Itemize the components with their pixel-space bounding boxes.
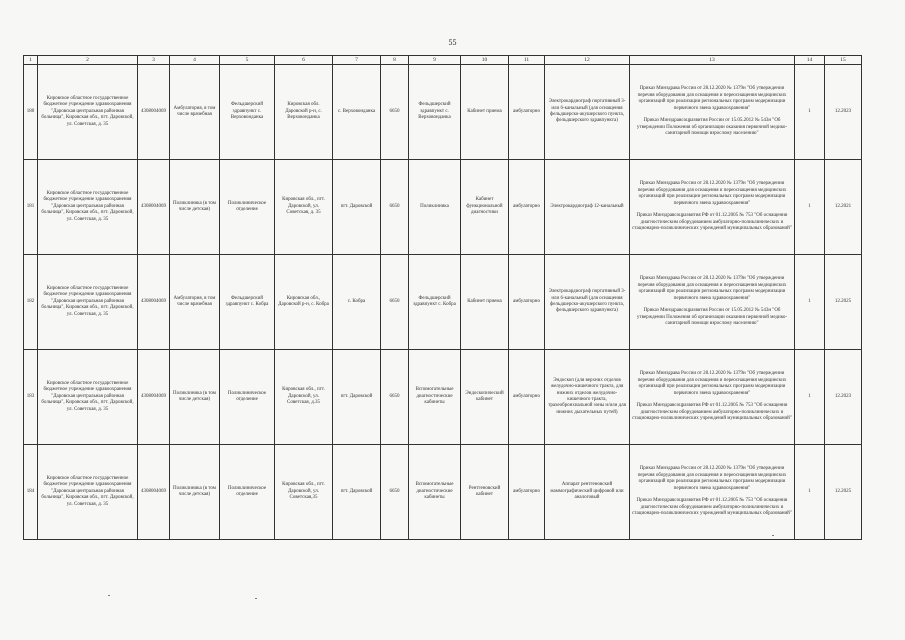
population-cell: 6650 xyxy=(381,65,409,160)
row-number: 182 xyxy=(24,255,38,350)
settlement-cell: пгт. Даровской xyxy=(333,160,381,255)
date-cell: 12.2025 xyxy=(825,445,862,540)
population-cell: 6650 xyxy=(381,350,409,445)
row-number: 184 xyxy=(24,445,38,540)
scan-speck xyxy=(255,598,257,599)
population-cell: 6650 xyxy=(381,445,409,540)
header-cell: 14 xyxy=(795,56,825,65)
settlement-cell: пгт. Даровской xyxy=(333,350,381,445)
department-cell: Поликлиническое отделение xyxy=(220,445,275,540)
facility-type-cell: Амбулатория, в том числе врачебная xyxy=(170,65,220,160)
row-number: 183 xyxy=(24,350,38,445)
date-cell: 12.2021 xyxy=(825,160,862,255)
header-cell: 5 xyxy=(220,56,275,65)
population-cell: 6650 xyxy=(381,255,409,350)
organization-cell: Кировское областное государственное бюджетное учреждение здравоохранения "Даровская центральная районная больница", Кировская обл., пгт. Даровской, ул. Советская, д. 35 xyxy=(38,65,138,160)
header-cell: 11 xyxy=(509,56,545,65)
table-row xyxy=(24,65,862,160)
room-cell: Кабинет функциональной диагностики xyxy=(461,160,509,255)
care-condition-cell: амбулаторно xyxy=(509,350,545,445)
settlement-cell: пгт. Даровской xyxy=(333,445,381,540)
organization-cell: Кировское областное государственное бюджетное учреждение здравоохранения "Даровская центральная районная больница", Кировская обл., пгт. Даровской, ул. Советская, д. 35 xyxy=(38,350,138,445)
table-row xyxy=(24,160,862,255)
header-cell: 6 xyxy=(275,56,333,65)
room-cell: Кабинет приема xyxy=(461,255,509,350)
row-number: 180 xyxy=(24,65,38,160)
header-cell: 1 xyxy=(24,56,38,65)
regulation-cell: Приказ Минздрава России от 28.12.2020 № 1379н "Об утверждении перечня оборудования для оснащения и переоснащения медицинских организаций при реализации региональных программ модернизации первичного звена здравоохранения" Приказ Минздравсоцразвития РФ от 01.12.2005 № 753 "Об оснащении диагностическим оборудованием амбулаторно-поликлинических и стационарно-поликлинических учреждений муниципальных образований" xyxy=(630,445,795,540)
department-cell: Фельдшерский здравпункт с. Кобра xyxy=(220,255,275,350)
unit-cell: Поликлиника xyxy=(409,160,461,255)
date-cell: 12.2025 xyxy=(825,255,862,350)
header-cell: 12 xyxy=(545,56,630,65)
address-cell: Кировская обл. Даровской р-н, с. Верховонданка xyxy=(275,65,333,160)
address-cell: Кировская обл., пгт. Даровской, ул. Советская,35 xyxy=(275,445,333,540)
header-cell: 2 xyxy=(38,56,138,65)
care-condition-cell: амбулаторно xyxy=(509,445,545,540)
settlement-cell: с. Кобра xyxy=(333,255,381,350)
row-number: 181 xyxy=(24,160,38,255)
header-cell: 7 xyxy=(333,56,381,65)
table-row xyxy=(24,445,862,540)
unit-cell: Фельдшерский здравпункт с. Верховонданка xyxy=(409,65,461,160)
organization-cell: Кировское областное государственное бюджетное учреждение здравоохранения "Даровская центральная районная больница", Кировская обл., пгт. Даровской, ул. Советская, д. 35 xyxy=(38,445,138,540)
regulation-cell: Приказ Минздрава России от 28.12.2020 № 1379н "Об утверждении перечня оборудования для оснащения и переоснащения медицинских организаций при реализации региональных программ модернизации первичного звена здравоохранения" Приказ Минздравсоцразвития РФ от 01.12.2005 № 753 "Об оснащении диагностическим оборудованием амбулаторно-поликлинических и стационарно-поликлинических учреждений муниципальных образований" xyxy=(630,350,795,445)
inn-cell: 4308004069 xyxy=(138,445,170,540)
quantity-cell: 1 xyxy=(795,160,825,255)
quantity-cell: 1 xyxy=(795,445,825,540)
inn-cell: 4308004069 xyxy=(138,65,170,160)
facility-type-cell: Поликлиника (в том числе детская) xyxy=(170,160,220,255)
header-cell: 8 xyxy=(381,56,409,65)
equipment-cell: Аппарат рентгеновский маммографический цифровой или аналоговый xyxy=(545,445,630,540)
regulation-cell: Приказ Минздрава России от 28.12.2020 № 1379н "Об утверждении перечня оборудования для оснащения и переоснащения медицинских организаций при реализации региональных программ модернизации первичного звена здравоохранения" Приказ Минздравсоцразвития РФ от 01.12.2005 № 753 "Об оснащении диагностическим оборудованием амбулаторно-поликлинических и стационарно-поликлинических учреждений муниципальных образований" xyxy=(630,160,795,255)
page-number: 55 xyxy=(448,38,457,47)
settlement-cell: с. Верховонданка xyxy=(333,65,381,160)
department-cell: Поликлиническое отделение xyxy=(220,350,275,445)
inn-cell: 4308004069 xyxy=(138,160,170,255)
address-cell: Кировская обл., пгт. Даровской, ул. Советская, д. 35 xyxy=(275,160,333,255)
scan-speck xyxy=(108,595,110,596)
room-cell: Кабинет приема xyxy=(461,65,509,160)
address-cell: Кировская обл., пгт. Даровской, ул. Советская, д.35 xyxy=(275,350,333,445)
table-row xyxy=(24,350,862,445)
quantity-cell: 1 xyxy=(795,350,825,445)
address-cell: Кировская обл., Даровской р-н, с. Кобра xyxy=(275,255,333,350)
organization-cell: Кировское областное государственное бюджетное учреждение здравоохранения "Даровская центральная районная больница", Кировская обл., пгт. Даровской, ул. Советская, д. 35 xyxy=(38,255,138,350)
header-cell: 13 xyxy=(630,56,795,65)
header-cell: 15 xyxy=(825,56,862,65)
header-cell: 4 xyxy=(170,56,220,65)
scan-speck xyxy=(772,535,774,536)
equipment-cell: Электрокардиограф портативный 3- или 6-канальный (для оснащения фельдшерско-акушерского пункта, фельдшерского здравпункта) xyxy=(545,65,630,160)
header-cell: 3 xyxy=(138,56,170,65)
facility-type-cell: Поликлиника (в том числе детская) xyxy=(170,445,220,540)
regulation-cell: Приказ Минздрава России от 28.12.2020 № 1379н "Об утверждении перечня оборудования для оснащения и переоснащения медицинских организаций при реализации региональных программ модернизации первичного звена здравоохранения" Приказ Минздравсоцразвития России от 15.05.2012 № 543н "Об утверждении Положения об организации оказания первичной медико-санитарной помощи взрослому населению" xyxy=(630,65,795,160)
quantity-cell: 1 xyxy=(795,255,825,350)
inn-cell: 4308004069 xyxy=(138,350,170,445)
date-cell: 12.2023 xyxy=(825,65,862,160)
department-cell: Поликлиническое отделение xyxy=(220,160,275,255)
unit-cell: Вспомогательные диагностические кабинеты xyxy=(409,445,461,540)
facility-type-cell: Амбулатория, в том числе врачебная xyxy=(170,255,220,350)
date-cell: 12.2023 xyxy=(825,350,862,445)
department-cell: Фельдшерский здравпункт с. Верховонданка xyxy=(220,65,275,160)
regulation-cell: Приказ Минздрава России от 28.12.2020 № 1379н "Об утверждении перечня оборудования для оснащения и переоснащения медицинских организаций при реализации региональных программ модернизации первичного звена здравоохранения" Приказ Минздравсоцразвития России от 15.05.2012 № 543н "Об утверждении Положения об организации оказания первичной медико-санитарной помощи взрослому населению" xyxy=(630,255,795,350)
unit-cell: Вспомогательные диагностические кабинеты xyxy=(409,350,461,445)
care-condition-cell: амбулаторно xyxy=(509,255,545,350)
equipment-cell: Электрокардиограф 12-канальный xyxy=(545,160,630,255)
header-row xyxy=(24,56,862,65)
header-cell: 9 xyxy=(409,56,461,65)
population-cell: 6650 xyxy=(381,160,409,255)
header-cell: 10 xyxy=(461,56,509,65)
table-row xyxy=(24,255,862,350)
equipment-cell: Эндоскоп (для верхних отделов желудочно-кишечного тракта, для нижних отделов желудочно-кишечного тракта, трахеобронхиальной зоны и/или для нижних дыхательных путей) xyxy=(545,350,630,445)
room-cell: Рентгеновский кабинет xyxy=(461,445,509,540)
organization-cell: Кировское областное государственное бюджетное учреждение здравоохранения "Даровская центральная районная больница", Кировская обл., пгт. Даровской, ул. Советская, д. 35 xyxy=(38,160,138,255)
equipment-table xyxy=(23,55,862,540)
quantity-cell: 1 xyxy=(795,65,825,160)
care-condition-cell: амбулаторно xyxy=(509,160,545,255)
equipment-cell: Электрокардиограф портативный 3- или 6-канальный (для оснащения фельдшерско-акушерского пункта, фельдшерского здравпункта) xyxy=(545,255,630,350)
inn-cell: 4308004069 xyxy=(138,255,170,350)
unit-cell: Фельдшерский здравпункт с. Кобра xyxy=(409,255,461,350)
care-condition-cell: амбулаторно xyxy=(509,65,545,160)
facility-type-cell: Поликлиника (в том числе детская) xyxy=(170,350,220,445)
room-cell: Эндоскопический кабинет xyxy=(461,350,509,445)
